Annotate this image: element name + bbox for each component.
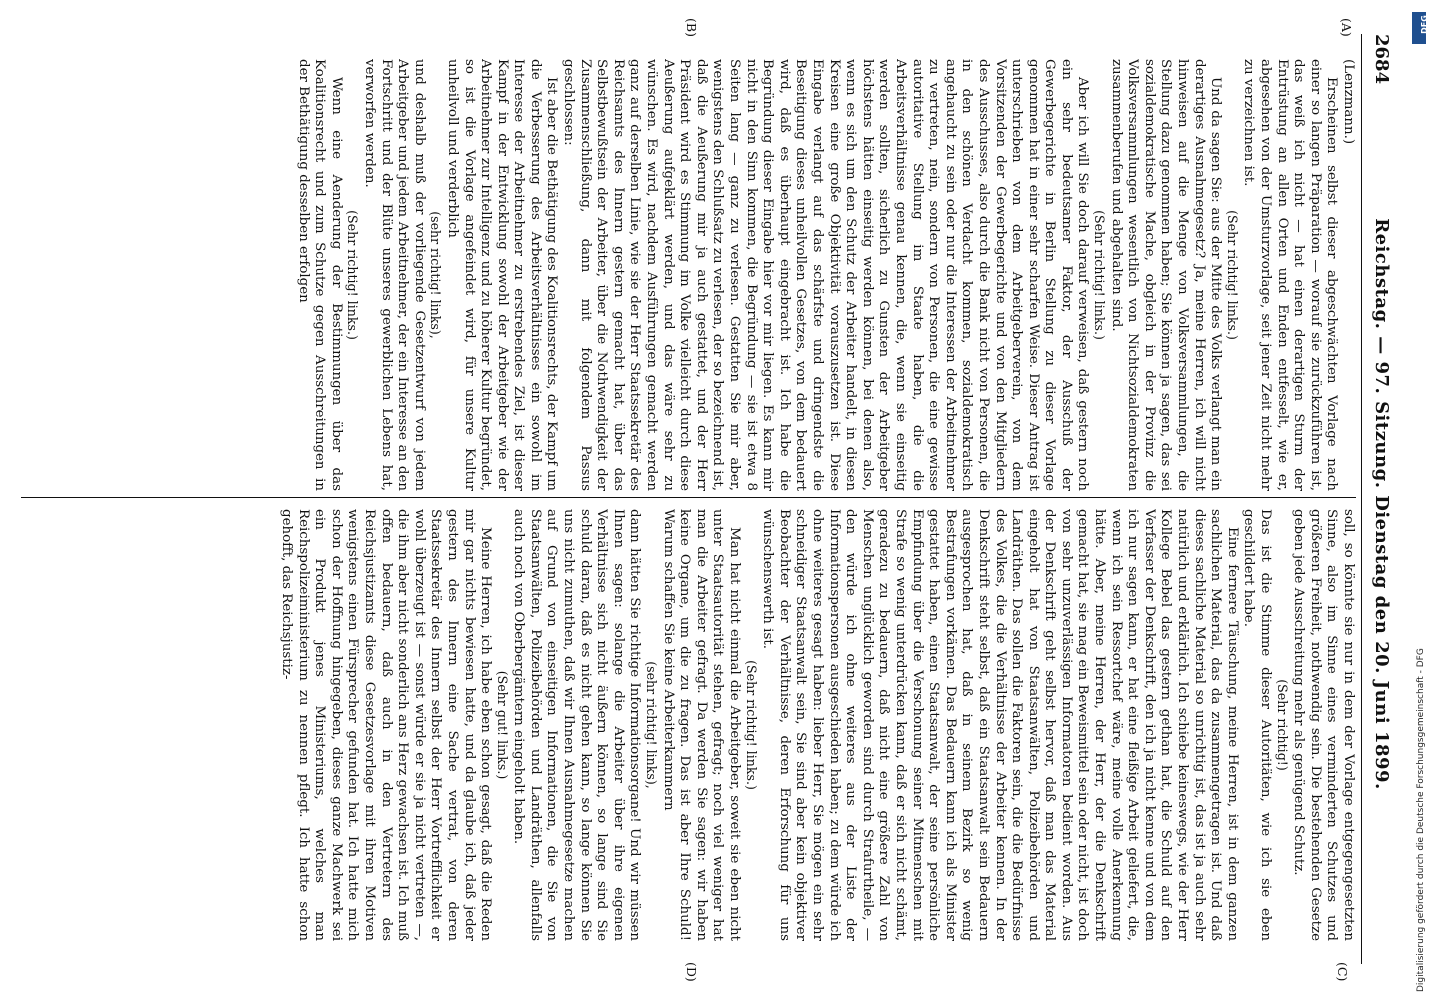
paragraph: Man hat nicht einmal die Arbeitgeber, soweit sie eben nicht unter Staatsautorität stehen, gefragt; noch viel weniger hat man die Arbeiter gefragt. Da werden Sie sagen: wir haben keine Organe, um die zu fragen. Das ist aber Ihre Schuld! Warum schaffen Sie keine Arbeiterkammern [660, 509, 743, 941]
quoted-passage: und deshalb muß der vorliegende Gesetzentwurf von jedem Arbeitgeber und jedem Arbeitnehmer, der ein Interesse an den Fortschritt und der Blüte unseres gewerblichen Lebens hat, verworfen werden. [361, 59, 427, 491]
interjection: (Sehr richtig! links.) [743, 660, 759, 790]
quoted-passage: Ist aber die Bethätigung des Koalitionsrechts, der Kampf um die Verbesserung des Arbeitsverhältnisses ein sowohl im Interesse der Arbeitnehmer zu erstrebendes Ziel, ist dieser Kampf in der Entwicklung sowohl der Arbeitgeber wie der Arbeitnehmer zur Intelligenz und zu höherer Kultur begründet, so ist die Vorlage angefeindet wird, für unsere Kultur unheilvoll und verderblich [444, 59, 560, 491]
interjection: (Sehr richtig! links.) [345, 210, 361, 340]
margin-mark-a: (A) [1339, 18, 1354, 37]
interjection: (sehr richtig! links), [428, 211, 444, 339]
page-header [1366, 34, 1392, 974]
paragraph: Erscheinen selbst dieser abgeschwächten Vorlage nach einer so langen Präparation — worauf sie zurückzuführen ist, das weiß ich nicht — hat einen derartigen Sturm der Entrüstung an allen Orten und Enden entfesselt, wie er, abgesehen von der Umsturzvorlage, seit jener Zeit nicht mehr zu verzeichnen ist. [1241, 59, 1340, 491]
page-number: 2684 [1371, 34, 1392, 85]
interjection: (Sehr richtig!) [1274, 679, 1290, 771]
right-column [21, 509, 1356, 941]
dfg-sidebar [1410, 6, 1432, 996]
speaker-label: (Lenzmann.) [1341, 59, 1356, 145]
margin-mark-b: (B) [684, 18, 699, 37]
paragraph: Meine Herren, ich habe eben schon gesagt, daß die Reden mir gar nichts bewiesen hatte, und da glaube ich, daß jeder gestern des Innern eine Sache vertrat, von deren Staatssekretär des Innern selbst der Herr Vortrefflichkeit er wohl überzeugt ist — sonst würde er sie ja nicht vertreten —, die ihm aber nicht sonderlich ans Herz gewachsen ist. Ich muß offen bedauern, daß auch in den Vertretern des Reichsjustizamts diese Gesetzesvorlage mit ihren Motiven wenigstens einen Fürsprecher gefunden hat. Ich hatte mich schon der Hoffnung hingegeben, dieses ganze Machwerk sei ein Produkt jenes Ministeriums, welches man Reichspolizeiministerium zu nennen pflegt. Ich hatte schon gehofft, das Reichsjustiz- [279, 509, 494, 941]
paragraph: Eine fernere Täuschung, meine Herren, ist in dem ganzen sachlichen Material, das da zusammengetragen ist. Und daß dieses sachliche Material so unrichtig ist, das ist ja auch sehr natürlich und erklärlich. Ich schiebe keineswegs, wie der Herr Kollege Bebel das gestern gethan hat, die Schuld auf den Verfasser der Denkschrift, den ich ja nicht kenne und von dem ich nur sagen kann, er hat eine fleißige Arbeit geliefert, die, wenn ich sein Ressortchef wäre, meine volle Anerkennung hätte. Aber, meine Herren, der Herr, der die Denkschrift gemacht hat, sie mag ein Beweismittel sein oder nicht, ist doch von sehr unzuverlässigen Informatoren bedient worden. Aus der Denkschrift geht selbst hervor, daß man das Material eingeholt hat von Staatsanwälten, Polizeibehörden und Landräthen. Das sollen die Faktoren sein, die die Bedürfnisse des Volkes, die die Verhältnisse der Arbeiter kennen. In der Denkschrift steht selbst, daß ein Staatsanwalt sein Bedauern ausgesprochen hat, daß in seinem Bezirk so wenig Bestrafungen vorkämen. Das Bedauern kann ich als Minister gestattet haben, einen Staatsanwalt, der seine persönliche Empfindung über die Verschonung seiner Mitmenschen mit Strafe so wenig unterdrücken kann, daß er sich nicht schämt, geradezu zu bedauern, daß nicht eine größere Zahl von Menschen unglücklich geworden sind durch Strafurtheile, — den würde ich ohne weiteres aus der Liste der Informationspersonen ausgeschieden haben; zu dem würde ich ohne weiteres gesagt haben: lieber Herr, Sie mögen ein sehr schneidiger Staatsanwalt sein, Sie sind aber kein objektiver Beobachter der Verhältnisse, deren Erforschung für uns wünschenswerth ist. [760, 509, 1240, 941]
paragraph: Wenn eine Aenderung der Bestimmungen über das Koalitionsrecht und zum Schutze gegen Ausschreitungen in der Bethätigung desselben erfolgen [295, 59, 344, 491]
rotated-page-scan [0, 14, 1404, 986]
header-rule [1361, 34, 1362, 964]
interjection: (Sehr richtig! links.) [1224, 210, 1240, 340]
margin-mark-c: (C) [1335, 962, 1350, 982]
column-divider [21, 497, 1356, 498]
paragraph: Das ist die Stimme dieser Autoritäten, wie ich sie eben geschildert habe. [1241, 509, 1274, 941]
paragraph: Und da sagen Sie: aus der Mitte des Volks verlangt man ein derartiges Ausnahmegesetz? Ja, meine Herren, ich will nicht hinweisen auf die Menge von Volksversammlungen, die Stellung dazu genommen haben; Sie können ja sagen, das sei sozialdemokratische Mache, obgleich in der Provinz die Volksversammlungen wesentlich von Nichtsozialdemokraten zusammenberufen und abgehalten sind. [1108, 59, 1224, 491]
left-column [21, 59, 1356, 491]
interjection: (Sehr richtig! links.) [1092, 210, 1108, 340]
dfg-logo: DFG [1412, 12, 1426, 44]
interjection: (sehr richtig! links), [644, 661, 660, 789]
quoted-passage: soll, so könnte sie nur in dem der Vorlage entgegengesetzten Sinne, also im Sinne eines verminderten Schutzes und größeren Freiheit, nothwendig sein. Die bestehenden Gesetze geben jede Ausschreitung mehr als genügend Schutz. [1291, 509, 1356, 941]
page-title: Reichstag. — 97. Sitzung. Dienstag den 20. Juni 1899. [1371, 218, 1392, 790]
margin-mark-d: (D) [684, 962, 699, 982]
paragraph: Aber ich will Sie doch darauf verweisen, daß gestern noch ein sehr bedeutsamer Faktor, der Ausschuß der Gewerbegerichte in Berlin Stellung zu dieser Vorlage genommen hat in einer sehr scharfen Weise. Dieser Antrag ist unterschrieben von dem Arbeitgeberverein, von dem Vorsitzenden der Gewerbegerichte und von den Mitgliedern des Ausschusses, also durch die Bank nicht von Personen, die in den schönen Verdacht kommen, sozialdemokratisch angehaucht zu sein oder nur die Interessen der Arbeitnehmer zu vertreten, nein, sondern von Personen, die eine gewisse autoritative Stellung im Staate haben, die die Arbeitsverhältnisse genau kennen, die, wenn sie einseitig werden sollten, sicherlich zu Gunsten der Arbeitgeber höchstens hätten einseitig werden können, bei denen also, wenn es sich um den Schutz der Arbeiter handelt, in diesen Kreisen eine große Objektivität vorauszusetzen ist. Diese Eingabe verlangt auf das schärfste und dringendste die Beseitigung dieses unheilvollen Gesetzes, von dem bedauert wird, daß es überhaupt eingebracht ist. Ich habe die Begründung dieser Eingabe hier vor mir liegen. Es kann mir nicht in den Sinn kommen, die Begründung — sie ist etwa 8 Seiten lang — ganz zu verlesen. Gestatten Sie mir aber, wenigstens den Schlußsatz zu verlesen, der so bezeichnend ist, daß die Aeußerung mir ja auch gestattet, und der Herr Präsident wird es Stimmung im Volke vielleicht durch diese Aeußerung aufgeklärt werden, und das wäre sehr zu wünschen. Es wird, nachdem Ausführungen gemacht werden ganz auf derselben Linie, wie sie der Herr Staatssekretär des Reichsamts des Innern gestern gemacht hat, über das Selbstbewußtsein der Arbeiter, über die Nothwendigkeit der Zusammenschließung, dann mit folgendem Passus geschlossen: [561, 59, 1091, 491]
paragraph: dann hätten Sie richtige Informationsorgane! Und wir müssen Ihnen sagen: solange die Arbeiter über ihre eigenen Verhältnisse sich nicht äußern können, so lange sind Sie schuld daran, daß es nicht gehen kann, so lange können Sie uns nicht zumuthen, daß wir Ihnen Ausnahmegesetze machen auf Grund von einseitigen Informationen, die Sie von Staatsanwälten, Polizeibehörden und Landräthen, allenfalls auch noch von Oberbergämtern eingeholt haben. [511, 509, 643, 941]
interjection: (Sehr gut! links.) [494, 670, 510, 780]
digitization-note: Digitalisierung gefördert durch die Deutsche Forschungsgemeinschaft - DFG [1416, 648, 1426, 992]
